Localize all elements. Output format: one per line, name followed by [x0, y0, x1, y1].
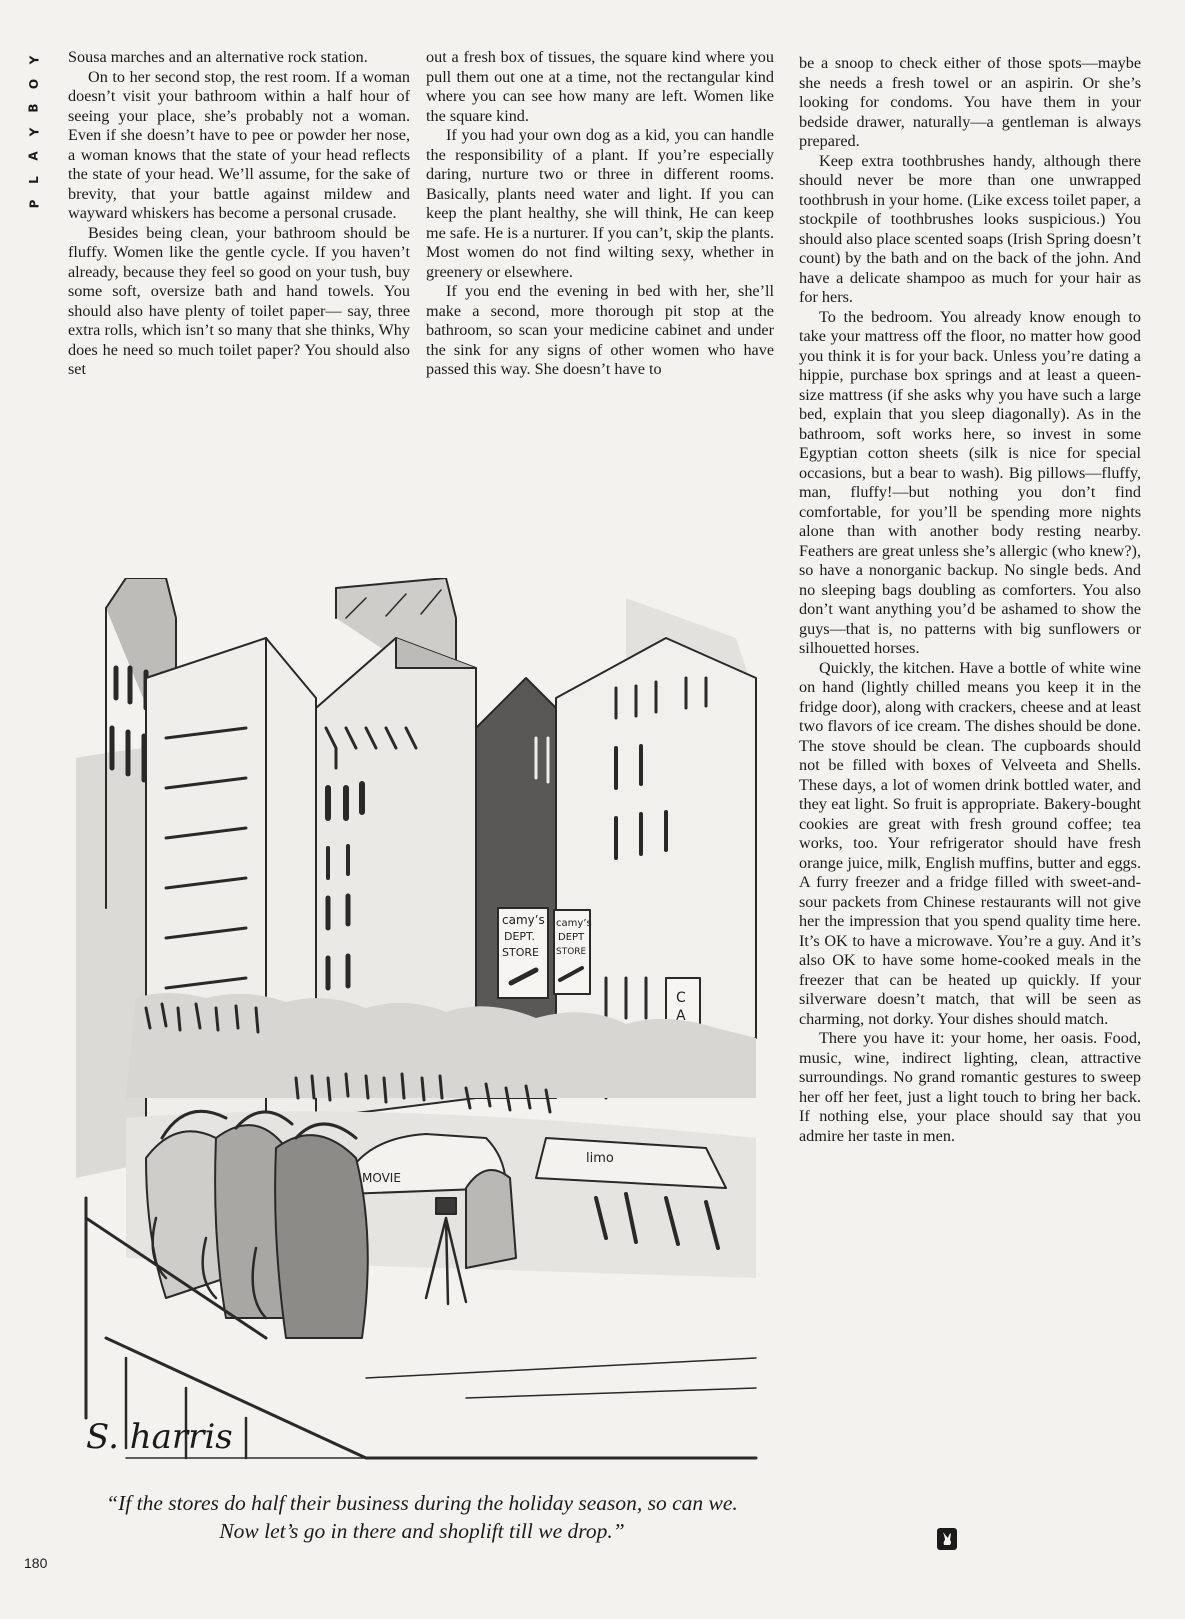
artist-signature: S. harris — [86, 1417, 233, 1457]
paragraph: Sousa marches and an alternative rock station. — [68, 48, 368, 66]
sign-text: DEPT. — [504, 930, 535, 943]
sign-text: DEPT — [558, 932, 585, 943]
paragraph: There you have it: your home, her oasis. Food, music, wine, indirect lighting, clean, attractive surroundings. No grand romantic gestures to sweep her off her feet, just a light touch to bring her back. If nothing else, your place should say that you admire her taste in men. — [799, 1029, 1141, 1145]
paragraph: Quickly, the kitchen. Have a bottle of white wine on hand (lightly chilled means you keep it in the fridge door), along with crackers, cheese and at least two flavors of ice cream. The dishes should be done. The stove should be clean. The cupboards should not be filled with boxes of Velveeta and Shells. These days, a lot of women drink bottled water, and they eat light. So fruit is appropriate. Bakery-bought cookies are great with fresh ground coffee; tea works, too. Your refrigerator should have fresh orange juice, milk, English muffins, butter and eggs. A furry freezer and a fridge filled with sweet-and-sour packets from Chinese restaurants will not give her the impression that you spend quality time here. It’s OK to have a microwave. You’re a guy. And it’s also OK to have some home-cooked meals in the freezer that can be heated up quickly. If your silverware doesn’t match, that will be seen as charming, not dorky. Your dishes should match. — [799, 658, 1141, 1028]
paragraph: out a fresh box of tissues, the square kind where you pull them out one at a time, not the rectangular kind where you can see how many are left. Women like the square kind. — [426, 48, 774, 125]
paragraph: be a snoop to check either of those spots—maybe she needs a fresh towel or an aspirin. Or she’s looking for condoms. You have them in your bedside drawer, naturally—a gentleman is always prepared. — [799, 54, 1141, 150]
sign-text: STORE — [556, 947, 587, 957]
masthead-vertical — [24, 48, 44, 216]
masthead-letter: A — [26, 151, 41, 161]
cartoon-illustration — [66, 578, 778, 1478]
shopper-right — [275, 1135, 368, 1338]
bunny-logo-icon — [937, 1528, 957, 1550]
paragraph: If you had your own dog as a kid, you can handle the responsibility of a plant. If you’re especially daring, nurture two or three in different rooms. Basically, plants need water and light. If you can keep the plant healthy, she will think, He can keep me safe. He is a nurturer. If you can’t, skip the plants. Most women do not find wilting sexy, whether in greenery or elsewhere. — [426, 126, 774, 281]
paragraph: Keep extra toothbrushes handy, although there should never be more than one unwrapped toothbrush in your home. (Like excess toilet paper, a stockpile of toothbrushes looks suspicious.) You should also place scented soaps (Irish Spring doesn’t count) by the bath and on the back of the john. And have a delicate shampoo as much for your hair as for hers. — [799, 151, 1141, 306]
masthead-letter: P — [26, 199, 41, 209]
text-column-2 — [426, 48, 774, 380]
masthead-letter: Y — [26, 55, 41, 65]
masthead-letter: O — [26, 78, 41, 90]
sign-text: STORE — [502, 946, 539, 959]
car-sign: limo — [586, 1151, 614, 1166]
text-column-1 — [68, 48, 410, 380]
masthead-letter: B — [27, 103, 41, 113]
sign-text: camy’s — [502, 913, 545, 927]
page-number: 180 — [24, 1555, 48, 1571]
masthead-letter: L — [27, 176, 41, 184]
paragraph: Besides being clean, your bathroom should be fluffy. Women like the gentle cycle. If you haven’t already, because they feel so good on your tush, buy some soft, oversize bath and hand towels. You should also have plenty of toilet paper— say, three extra rolls, which isn’t so many that she thinks, Why does he need so much toilet paper? You should also set — [68, 223, 410, 378]
masthead-letter: Y — [26, 127, 41, 137]
text-column-3 — [799, 54, 1141, 1146]
santa-figure — [466, 1170, 516, 1268]
car-sign: MOVIE — [362, 1171, 401, 1185]
paragraph: If you end the evening in bed with her, she’ll make a second, more thorough pit stop at the bathroom, so scan your medicine cabinet and under the sink for any signs of other women who have passed this way. She doesn’t have to — [426, 282, 774, 378]
paragraph: To the bedroom. You already know enough to take your mattress off the floor, no matter how good you think it is for your back. Unless you’re dating a hippie, purchase box springs and at least a queen-size mattress (if she asks why you have such a large bed, explain that you sleep diagonally). As in the bathroom, soft works here, so invest in some Egyptian cotton sheets (silk is nice for special occasions, but a bear to wash). Big pillows—fluffy, man, fluffy!—but nothing you don’t find comfortable, for you’ll be spending more nights alone than with another body resting nearby. Feathers are great unless she’s allergic (who knew?), so have a nonorganic backup. No single beds. And no sleeping bags doubling as comforters. You also don’t want anything you’d be ashamed to show the guys—that is, no patterns with big sunflowers or silhouetted horses. — [799, 307, 1141, 657]
cartoon-caption: “If the stores do half their business during the holiday season, so can we. Now let’s go in there and shoplift till we drop.” — [106, 1491, 738, 1543]
sign-text: camy’s — [556, 918, 592, 929]
sign-letter: C — [676, 990, 686, 1006]
sign-letter: A — [676, 1008, 686, 1024]
paragraph: On to her second stop, the rest room. If a woman doesn’t visit your bathroom within a half hour of seeing your place, she’s probably not a woman. Even if she doesn’t have to pee or powder her nose, a woman knows that the state of your head reflects the state of your head. We’ll assume, for the sake of brevity, that your battle against mildew and wayward whiskers has become a personal crusade. — [68, 67, 410, 222]
